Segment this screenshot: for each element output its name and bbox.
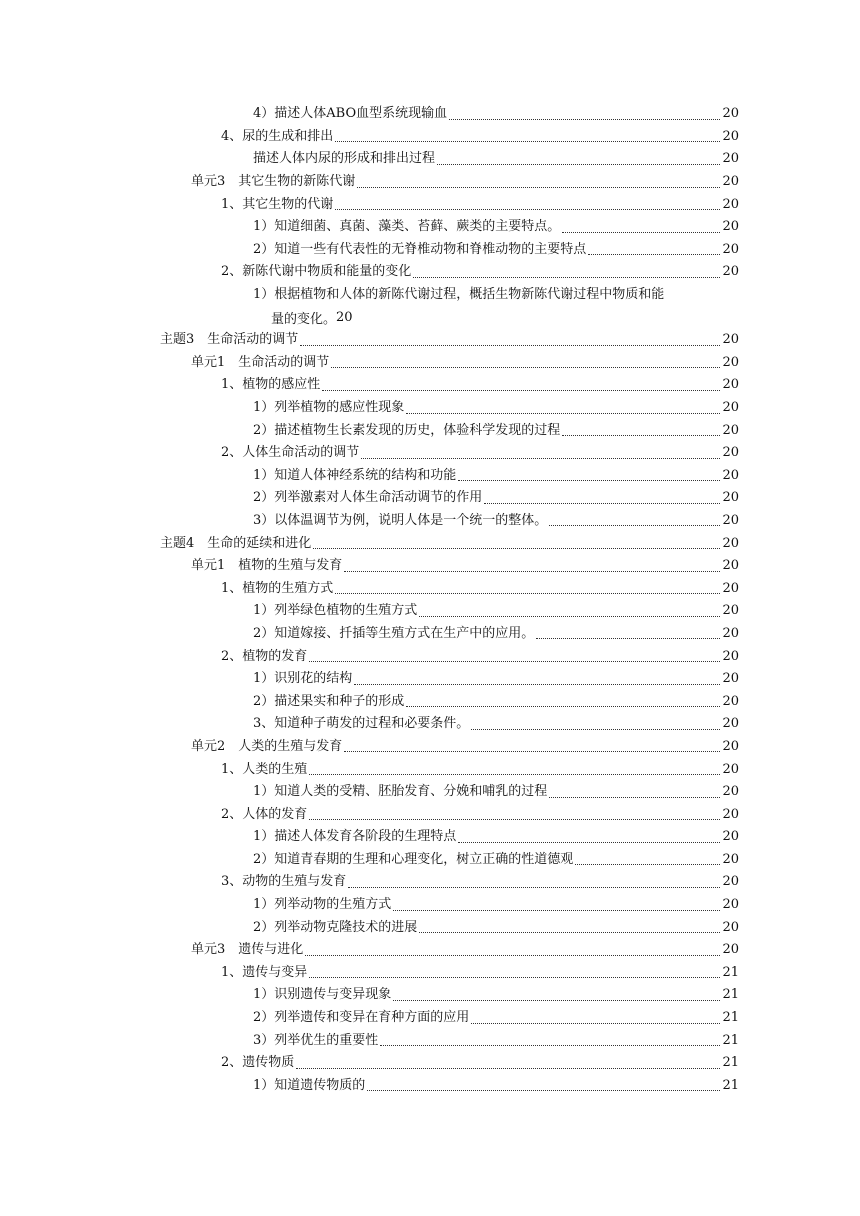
toc-entry[interactable] [0,826,739,849]
toc-page-number: 20 [722,422,739,438]
toc-page-number: 20 [336,310,353,326]
dot-leader [335,199,720,210]
dot-leader [322,380,720,391]
toc-entry[interactable] [0,171,739,194]
toc-page-number: 20 [722,716,739,732]
toc-entry-label: 2）列举激素对人体生命活动调节的作用 [253,490,483,506]
toc-entry[interactable] [0,939,739,962]
toc-entry-label: 单元3 其它生物的新陈代谢 [191,174,356,190]
toc-entry-label: 1）知道人类的受精、胚胎发育、分娩和哺乳的过程 [253,784,548,800]
toc-page-number: 21 [722,1055,739,1071]
toc-entry[interactable] [0,239,739,262]
toc-entry[interactable] [0,329,739,352]
toc-page-number: 20 [722,897,739,913]
toc-page-number: 21 [722,1032,739,1048]
toc-entry-label: 1）知道遗传物质的 [253,1077,366,1093]
toc-entry[interactable] [0,216,739,239]
toc-page-number: 20 [722,874,739,890]
toc-page-number: 20 [722,558,739,574]
dot-leader [367,1080,720,1091]
dot-leader [536,628,720,639]
toc-page-number: 20 [722,671,739,687]
dot-leader [484,493,720,504]
toc-page-number: 20 [722,354,739,370]
toc-page-number: 20 [722,174,739,190]
toc-entry[interactable] [0,803,739,826]
toc-entry-label: 2）知道一些有代表性的无脊椎动物和脊椎动物的主要特点 [253,241,587,257]
toc-page-number: 20 [722,851,739,867]
toc-entry[interactable] [0,849,739,872]
toc-entry-label: 3）以体温调节为例，说明人体是一个统一的整体。 [253,512,548,528]
toc-page-number: 20 [722,241,739,257]
toc-page-number: 20 [722,332,739,348]
toc-entry[interactable] [0,555,739,578]
toc-entry-label: 单元1 植物的生殖与发育 [191,558,343,574]
toc-entry[interactable] [0,510,739,533]
dot-leader [331,357,720,368]
toc-page-number: 21 [722,1077,739,1093]
toc-entry-label-line1: 1）根据植物和人体的新陈代谢过程，概括生物新陈代谢过程中物质和能 [253,286,665,302]
toc-page-number: 21 [722,964,739,980]
toc-entry-label: 2、人体的发育 [221,806,308,822]
table-of-contents [0,103,860,1097]
toc-entry-label: 3、动物的生殖与发育 [221,874,347,890]
toc-entry[interactable] [0,103,739,126]
dot-leader [309,764,720,775]
toc-entry[interactable] [0,645,739,668]
toc-page-number: 20 [722,377,739,393]
toc-page-number: 21 [722,1010,739,1026]
toc-entry[interactable] [0,126,739,149]
toc-entry-label: 1）识别遗传与变异现象 [253,987,392,1003]
dot-leader [300,335,720,346]
dot-leader [393,900,720,911]
dot-leader [458,470,720,481]
toc-entry-label: 4、尿的生成和排出 [221,128,334,144]
toc-page-number: 21 [722,987,739,1003]
dot-leader [309,967,720,978]
toc-page-number: 20 [722,784,739,800]
toc-entry[interactable] [0,894,739,917]
toc-entry[interactable] [0,374,739,397]
dot-leader [562,222,720,233]
toc-page-number: 20 [722,445,739,461]
toc-entry[interactable] [0,713,739,736]
toc-page-number: 20 [722,648,739,664]
toc-entry[interactable] [0,397,739,420]
toc-page-number: 20 [722,128,739,144]
dot-leader [309,651,720,662]
toc-entry[interactable] [0,1052,739,1075]
toc-entry-label: 1、植物的生殖方式 [221,580,334,596]
toc-entry-label: 1）列举动物的生殖方式 [253,897,392,913]
toc-page-number: 20 [722,738,739,754]
toc-entry-label: 描述人体内尿的形成和排出过程 [253,151,436,167]
toc-entry[interactable] [0,148,739,171]
toc-entry-label: 1、植物的感应性 [221,377,321,393]
toc-entry-label: 1、其它生物的代谢 [221,196,334,212]
toc-entry[interactable] [0,487,739,510]
toc-entry-label: 主题3 生命活动的调节 [160,332,299,348]
toc-page-number: 20 [722,219,739,235]
toc-entry-label: 2、人体生命活动的调节 [221,445,360,461]
dot-leader [406,403,720,414]
dot-leader [471,719,720,730]
dot-leader [449,109,720,120]
toc-entry-label: 2）知道青春期的生理和心理变化，树立正确的性道德观 [253,851,574,867]
toc-entry[interactable] [0,871,739,894]
toc-entry-label-line2: 量的变化。 [271,312,337,328]
dot-leader [437,154,720,165]
toc-entry-label: 1）知道人体神经系统的结构和功能 [253,467,457,483]
toc-entry[interactable] [0,532,739,555]
dot-leader [348,877,720,888]
dot-leader [413,267,720,278]
dot-leader [335,131,720,142]
toc-entry-label: 3、知道种子萌发的过程和必要条件。 [253,716,470,732]
toc-entry-label: 2）知道嫁接、扦插等生殖方式在生产中的应用。 [253,625,535,641]
toc-page-number: 20 [722,512,739,528]
dot-leader [357,177,720,188]
dot-leader [406,696,720,707]
toc-entry[interactable] [0,962,739,985]
toc-entry-label: 1、遗传与变异 [221,964,308,980]
toc-entry[interactable] [0,690,739,713]
dot-leader [309,809,720,820]
toc-entry[interactable] [0,736,739,759]
toc-entry[interactable] [0,465,739,488]
toc-entry-label: 1）识别花的结构 [253,671,353,687]
toc-entry-label: 1）列举绿色植物的生殖方式 [253,603,418,619]
toc-entry-label: 1）知道细菌、真菌、藻类、苔藓、蕨类的主要特点。 [253,219,561,235]
toc-page-number: 20 [722,151,739,167]
toc-page-number: 20 [722,196,739,212]
toc-page-number: 20 [722,580,739,596]
dot-leader [335,583,720,594]
toc-entry-label: 1）描述人体发育各阶段的生理特点 [253,829,457,845]
toc-page-number: 20 [722,942,739,958]
toc-entry-label: 3）列举优生的重要性 [253,1032,379,1048]
toc-page-number: 20 [722,806,739,822]
toc-entry-label: 主题4 生命的延续和进化 [160,535,312,551]
toc-entry-label: 2）列举遗传和变异在育种方面的应用 [253,1010,470,1026]
toc-entry-label: 2）描述果实和种子的形成 [253,693,405,709]
toc-entry[interactable] [0,1075,739,1098]
toc-entry-label: 2、遗传物质 [221,1055,295,1071]
dot-leader [313,538,720,549]
toc-entry-label: 2、新陈代谢中物质和能量的变化 [221,264,412,280]
toc-entry-label: 单元1 生命活动的调节 [191,354,330,370]
toc-entry[interactable] [0,261,739,284]
toc-entry[interactable] [0,758,739,781]
toc-entry-label: 2）列举动物克隆技术的进展 [253,919,418,935]
dot-leader [471,1013,720,1024]
dot-leader [549,515,720,526]
dot-leader [549,787,720,798]
toc-entry-label: 单元2 人类的生殖与发育 [191,738,343,754]
dot-leader [575,854,720,865]
toc-entry[interactable] [0,193,739,216]
toc-entry-label: 单元3 遗传与进化 [191,942,304,958]
toc-page-number: 20 [722,625,739,641]
toc-page-number: 20 [722,829,739,845]
toc-entry[interactable] [0,1029,739,1052]
toc-entry-label: 2）描述植物生长素发现的历史，体验科学发现的过程 [253,422,561,438]
toc-page-number: 20 [722,603,739,619]
toc-page-number: 20 [722,761,739,777]
dot-leader [305,945,720,956]
toc-page-number: 20 [722,467,739,483]
toc-page-number: 20 [722,919,739,935]
toc-entry[interactable] [0,623,739,646]
toc-entry-label: 2、植物的发育 [221,648,308,664]
dot-leader [419,922,720,933]
dot-leader [344,741,720,752]
toc-entry[interactable] [0,577,739,600]
dot-leader [354,674,720,685]
toc-entry[interactable] [0,781,739,804]
dot-leader [361,448,720,459]
toc-entry[interactable] [0,984,739,1007]
toc-entry[interactable] [0,352,739,375]
toc-entry[interactable] [0,916,739,939]
dot-leader [588,244,720,255]
dot-leader [419,606,720,617]
toc-page-number: 20 [722,264,739,280]
dot-leader [393,990,720,1001]
toc-page-number: 20 [722,400,739,416]
dot-leader [562,425,720,436]
toc-entry-label: 4）描述人体ABO血型系统现输血 [253,106,448,122]
toc-page-number: 20 [722,106,739,122]
toc-entry[interactable] [0,284,739,329]
toc-page-number: 20 [722,490,739,506]
toc-entry[interactable] [0,1007,739,1030]
dot-leader [344,561,720,572]
dot-leader [458,832,720,843]
toc-entry[interactable] [0,600,739,623]
toc-page-number: 20 [722,535,739,551]
dot-leader [296,1058,720,1069]
toc-entry[interactable] [0,419,739,442]
toc-entry-label: 1）列举植物的感应性现象 [253,400,405,416]
toc-entry-label: 1、人类的生殖 [221,761,308,777]
toc-entry[interactable] [0,668,739,691]
toc-page-number: 20 [722,693,739,709]
toc-entry[interactable] [0,442,739,465]
dot-leader [380,1035,720,1046]
